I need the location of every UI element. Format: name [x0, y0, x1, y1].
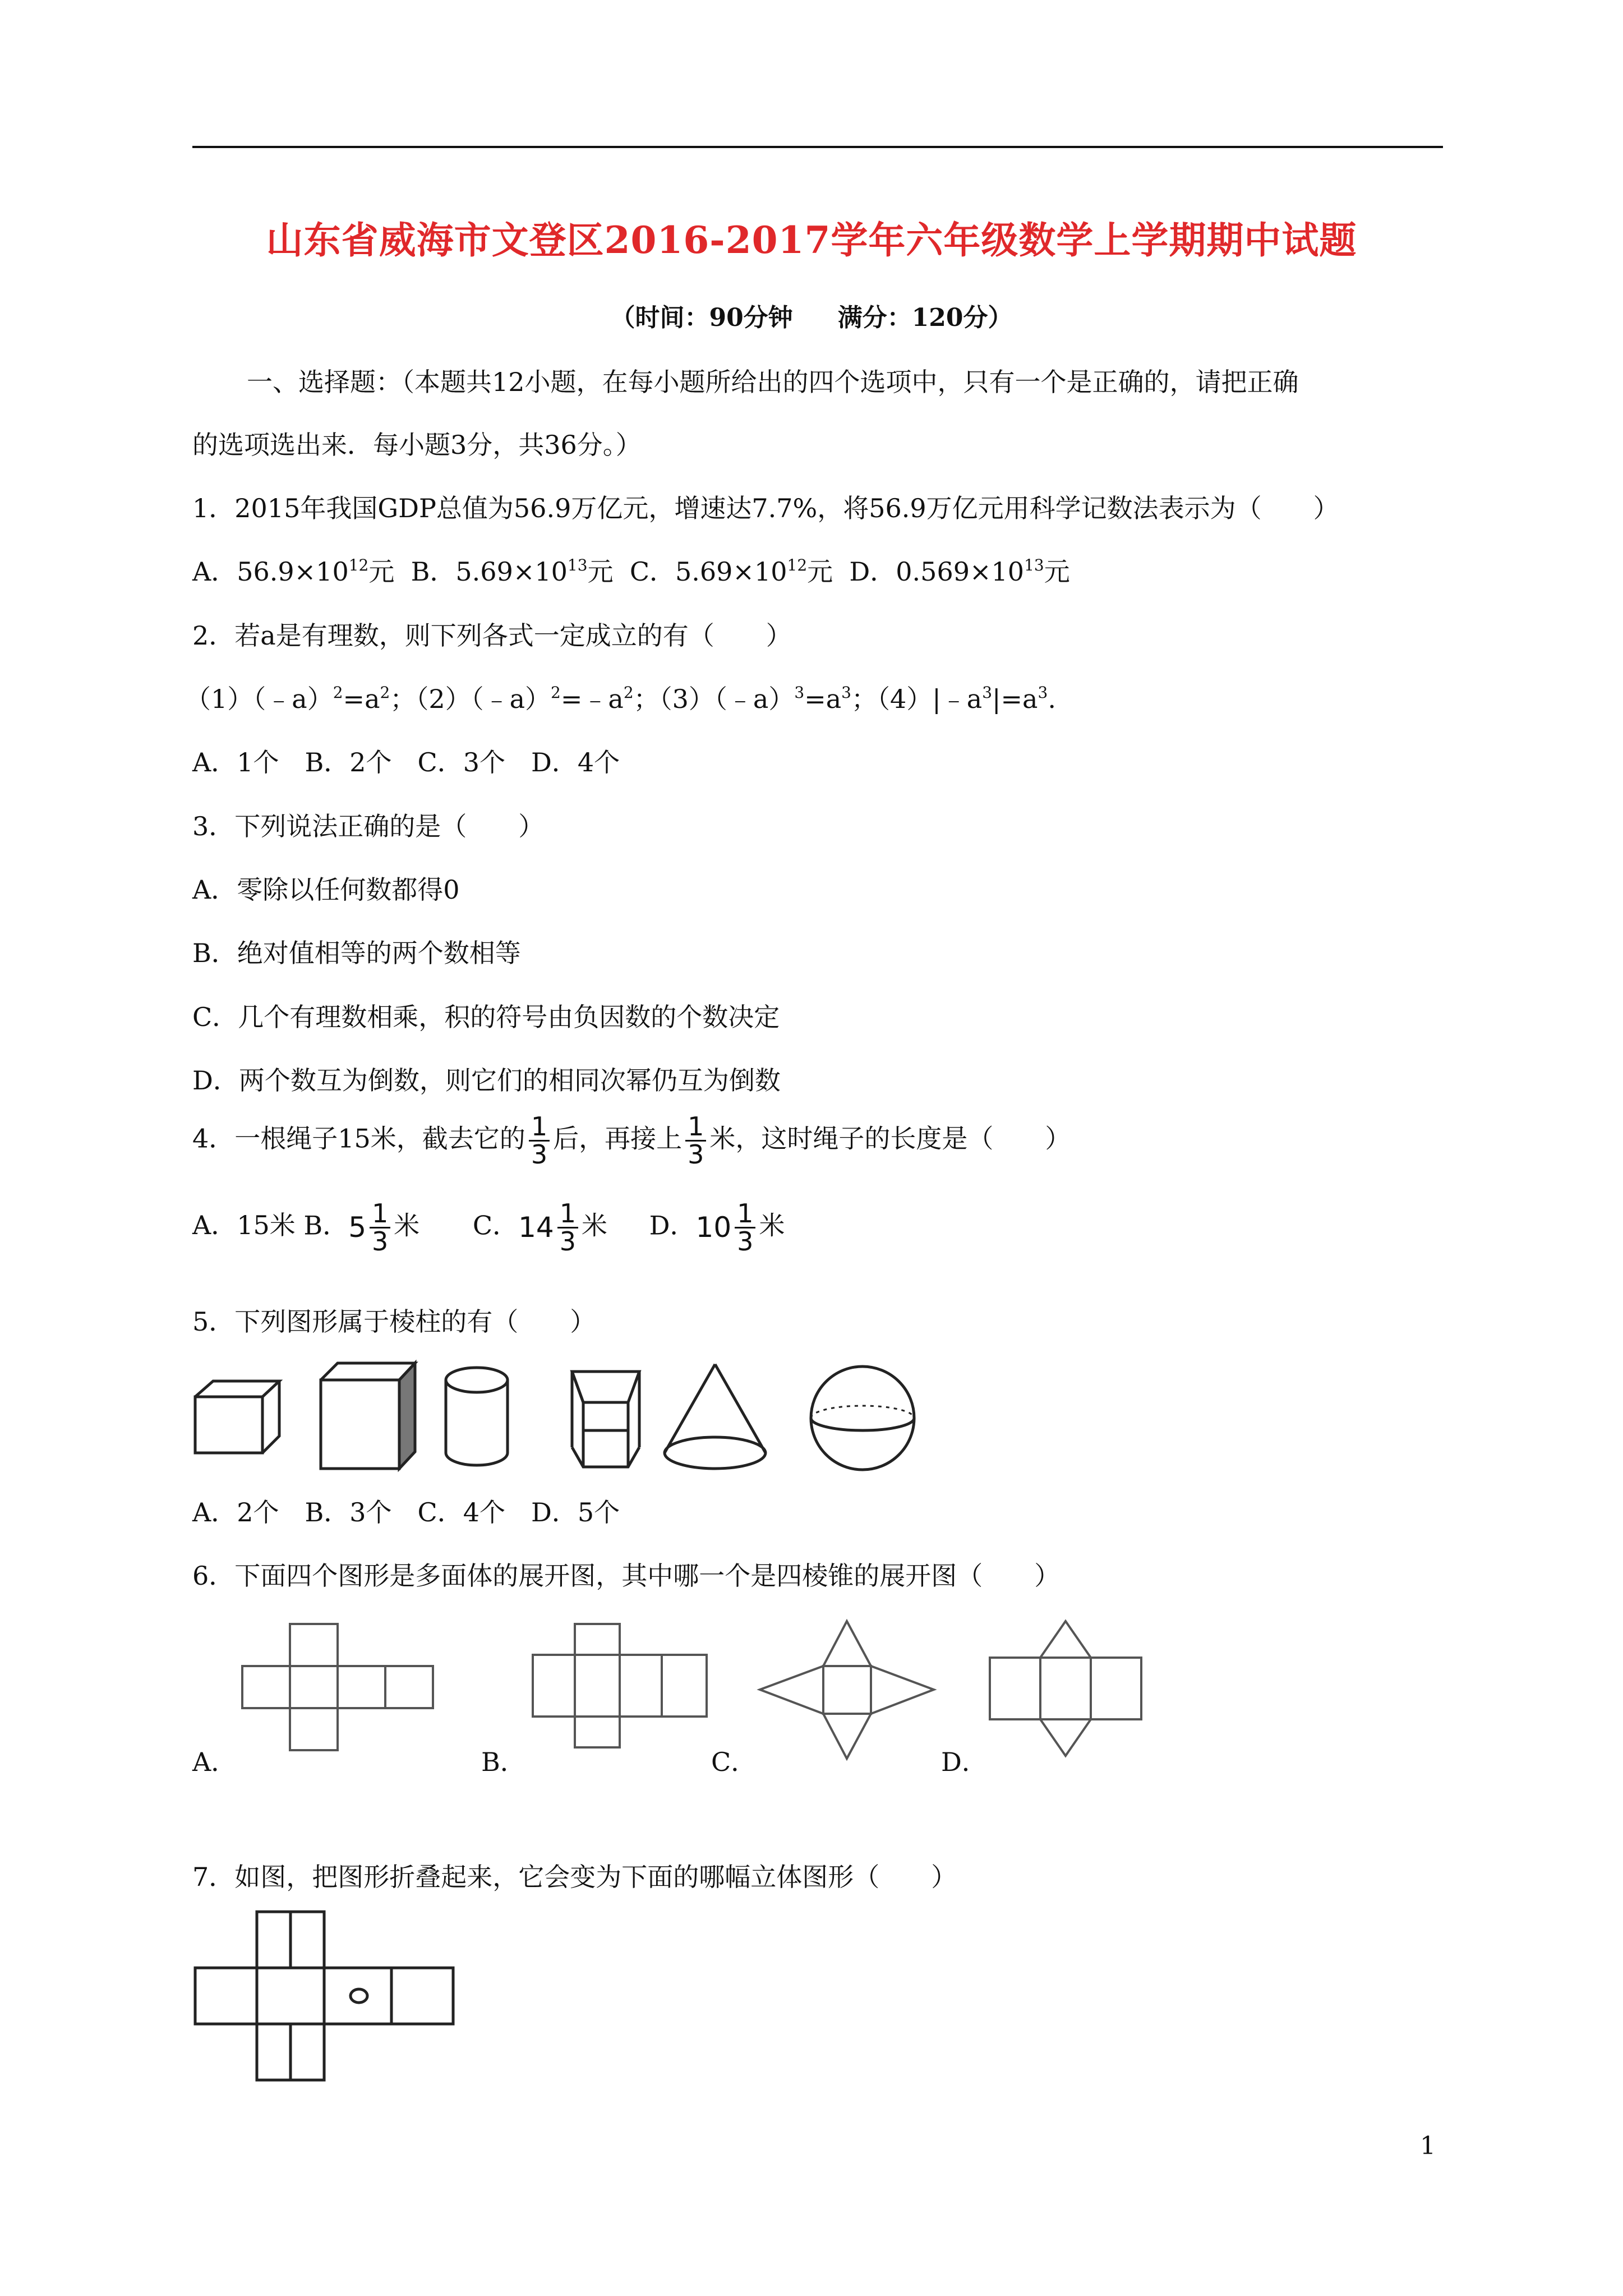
net-d: [990, 1621, 1141, 1756]
q3-stem: 3．下列说法正确的是（ ）: [192, 811, 545, 841]
q3-option-c: C．几个有理数相乘，积的符号由负因数的个数决定: [192, 1002, 780, 1032]
frustum-shape: [572, 1372, 639, 1467]
circle-mark: [351, 1989, 367, 2003]
q4-option-d: D． 10 $\frac{1}{3}$ 米: [649, 1198, 785, 1257]
q4-option-b: B． 5 $\frac{1}{3}$ 米: [303, 1198, 420, 1257]
q2-statements: $(1)(﹣a)^2=a^2$；$(2)(﹣a)^2=﹣a^2$；$(3)(﹣a)^3=a^3$；$(4)|﹣a^3|=a^3$.: [185, 683, 1056, 714]
section-instruction-line2: 的选项选出来．每小题3分，共36分。）: [192, 430, 642, 460]
q6-label-b: B．: [481, 1747, 526, 1777]
net-b: [533, 1624, 707, 1747]
q6-stem: 6．下面四个图形是多面体的展开图，其中哪一个是四棱锥的展开图（ ）: [192, 1561, 1061, 1591]
q4-fraction-1: $\frac{1}{3}$: [529, 1114, 550, 1168]
q3-option-d: D．两个数互为倒数，则它们的相同次幂仍互为倒数: [192, 1065, 781, 1096]
q4-fraction-2: $\frac{1}{3}$: [685, 1114, 706, 1168]
q1-stem: 1．2015年我国GDP总值为56.9万亿元，增速达7.7%，将56.9万亿元用科学记数法表示为（ ）: [192, 493, 1339, 523]
sphere-shape: [811, 1366, 914, 1470]
q4-stem: 4．一根绳子15米，截去它的 $\frac{1}{3}$ 后，再接上 $\frac{1}{3}$ 米，这时绳子的长度是（ ）: [192, 1111, 1071, 1170]
q3-option-a: A．零除以任何数都得0: [192, 875, 460, 905]
page-number: 1: [1420, 2132, 1436, 2160]
q6-label-a: A．: [192, 1747, 237, 1777]
section-instruction-line1: 一、选择题：（本题共12小题，在每小题所给出的四个选项中，只有一个是正确的，请把正确: [247, 367, 1299, 397]
q2-stem: 2．若a是有理数，则下列各式一定成立的有（ ）: [192, 620, 792, 651]
cylinder-shape: [446, 1368, 508, 1465]
q1-options: [192, 551, 1070, 588]
q1-option-c: C．$5.69\times 10^{12}$元: [629, 556, 833, 587]
exam-meta: [0, 297, 1623, 333]
q3-option-b: B．绝对值相等的两个数相等: [192, 938, 521, 968]
cuboid-shape: [195, 1381, 279, 1453]
q1-option-b: B．$5.69\times 10^{13}$元: [411, 556, 614, 587]
q5-options: A．2个 B．3个 C．4个 D．5个: [192, 1497, 620, 1527]
exam-time: （时间：90分钟: [610, 303, 793, 332]
q4-option-a: A．15米: [192, 1210, 296, 1241]
net-a: [242, 1624, 433, 1750]
q7-stem: 7．如图，把图形折叠起来，它会变为下面的哪幅立体图形（ ）: [192, 1862, 957, 1892]
cone-shape: [665, 1364, 766, 1469]
q5-stem: 5．下列图形属于棱柱的有（ ）: [192, 1306, 596, 1337]
q7-net-figure: [191, 1907, 471, 2087]
q6-nets-figure: [236, 1616, 1155, 1778]
header-rule: [192, 146, 1443, 148]
page-title: 山东省威海市文登区2016-2017学年六年级数学上学期期中试题: [266, 218, 1357, 262]
exam-score: 满分：120分）: [837, 303, 1013, 332]
net-c: [760, 1621, 934, 1759]
q5-solids-figure: [191, 1358, 931, 1481]
q1-option-d: D．$0.569\times 10^{13}$元: [849, 556, 1070, 587]
q4-option-c: C． 14 $\frac{1}{3}$ 米: [472, 1198, 608, 1257]
q4-options: [192, 1200, 785, 1255]
q1-option-a: A．$56.9\times 10^{12}$元: [192, 556, 395, 587]
q2-options: A．1个 B．2个 C．3个 D．4个: [192, 747, 620, 777]
cube-shape: [321, 1363, 415, 1469]
q6-label-c: C．: [711, 1747, 757, 1777]
q6-label-d: D．: [941, 1747, 988, 1777]
